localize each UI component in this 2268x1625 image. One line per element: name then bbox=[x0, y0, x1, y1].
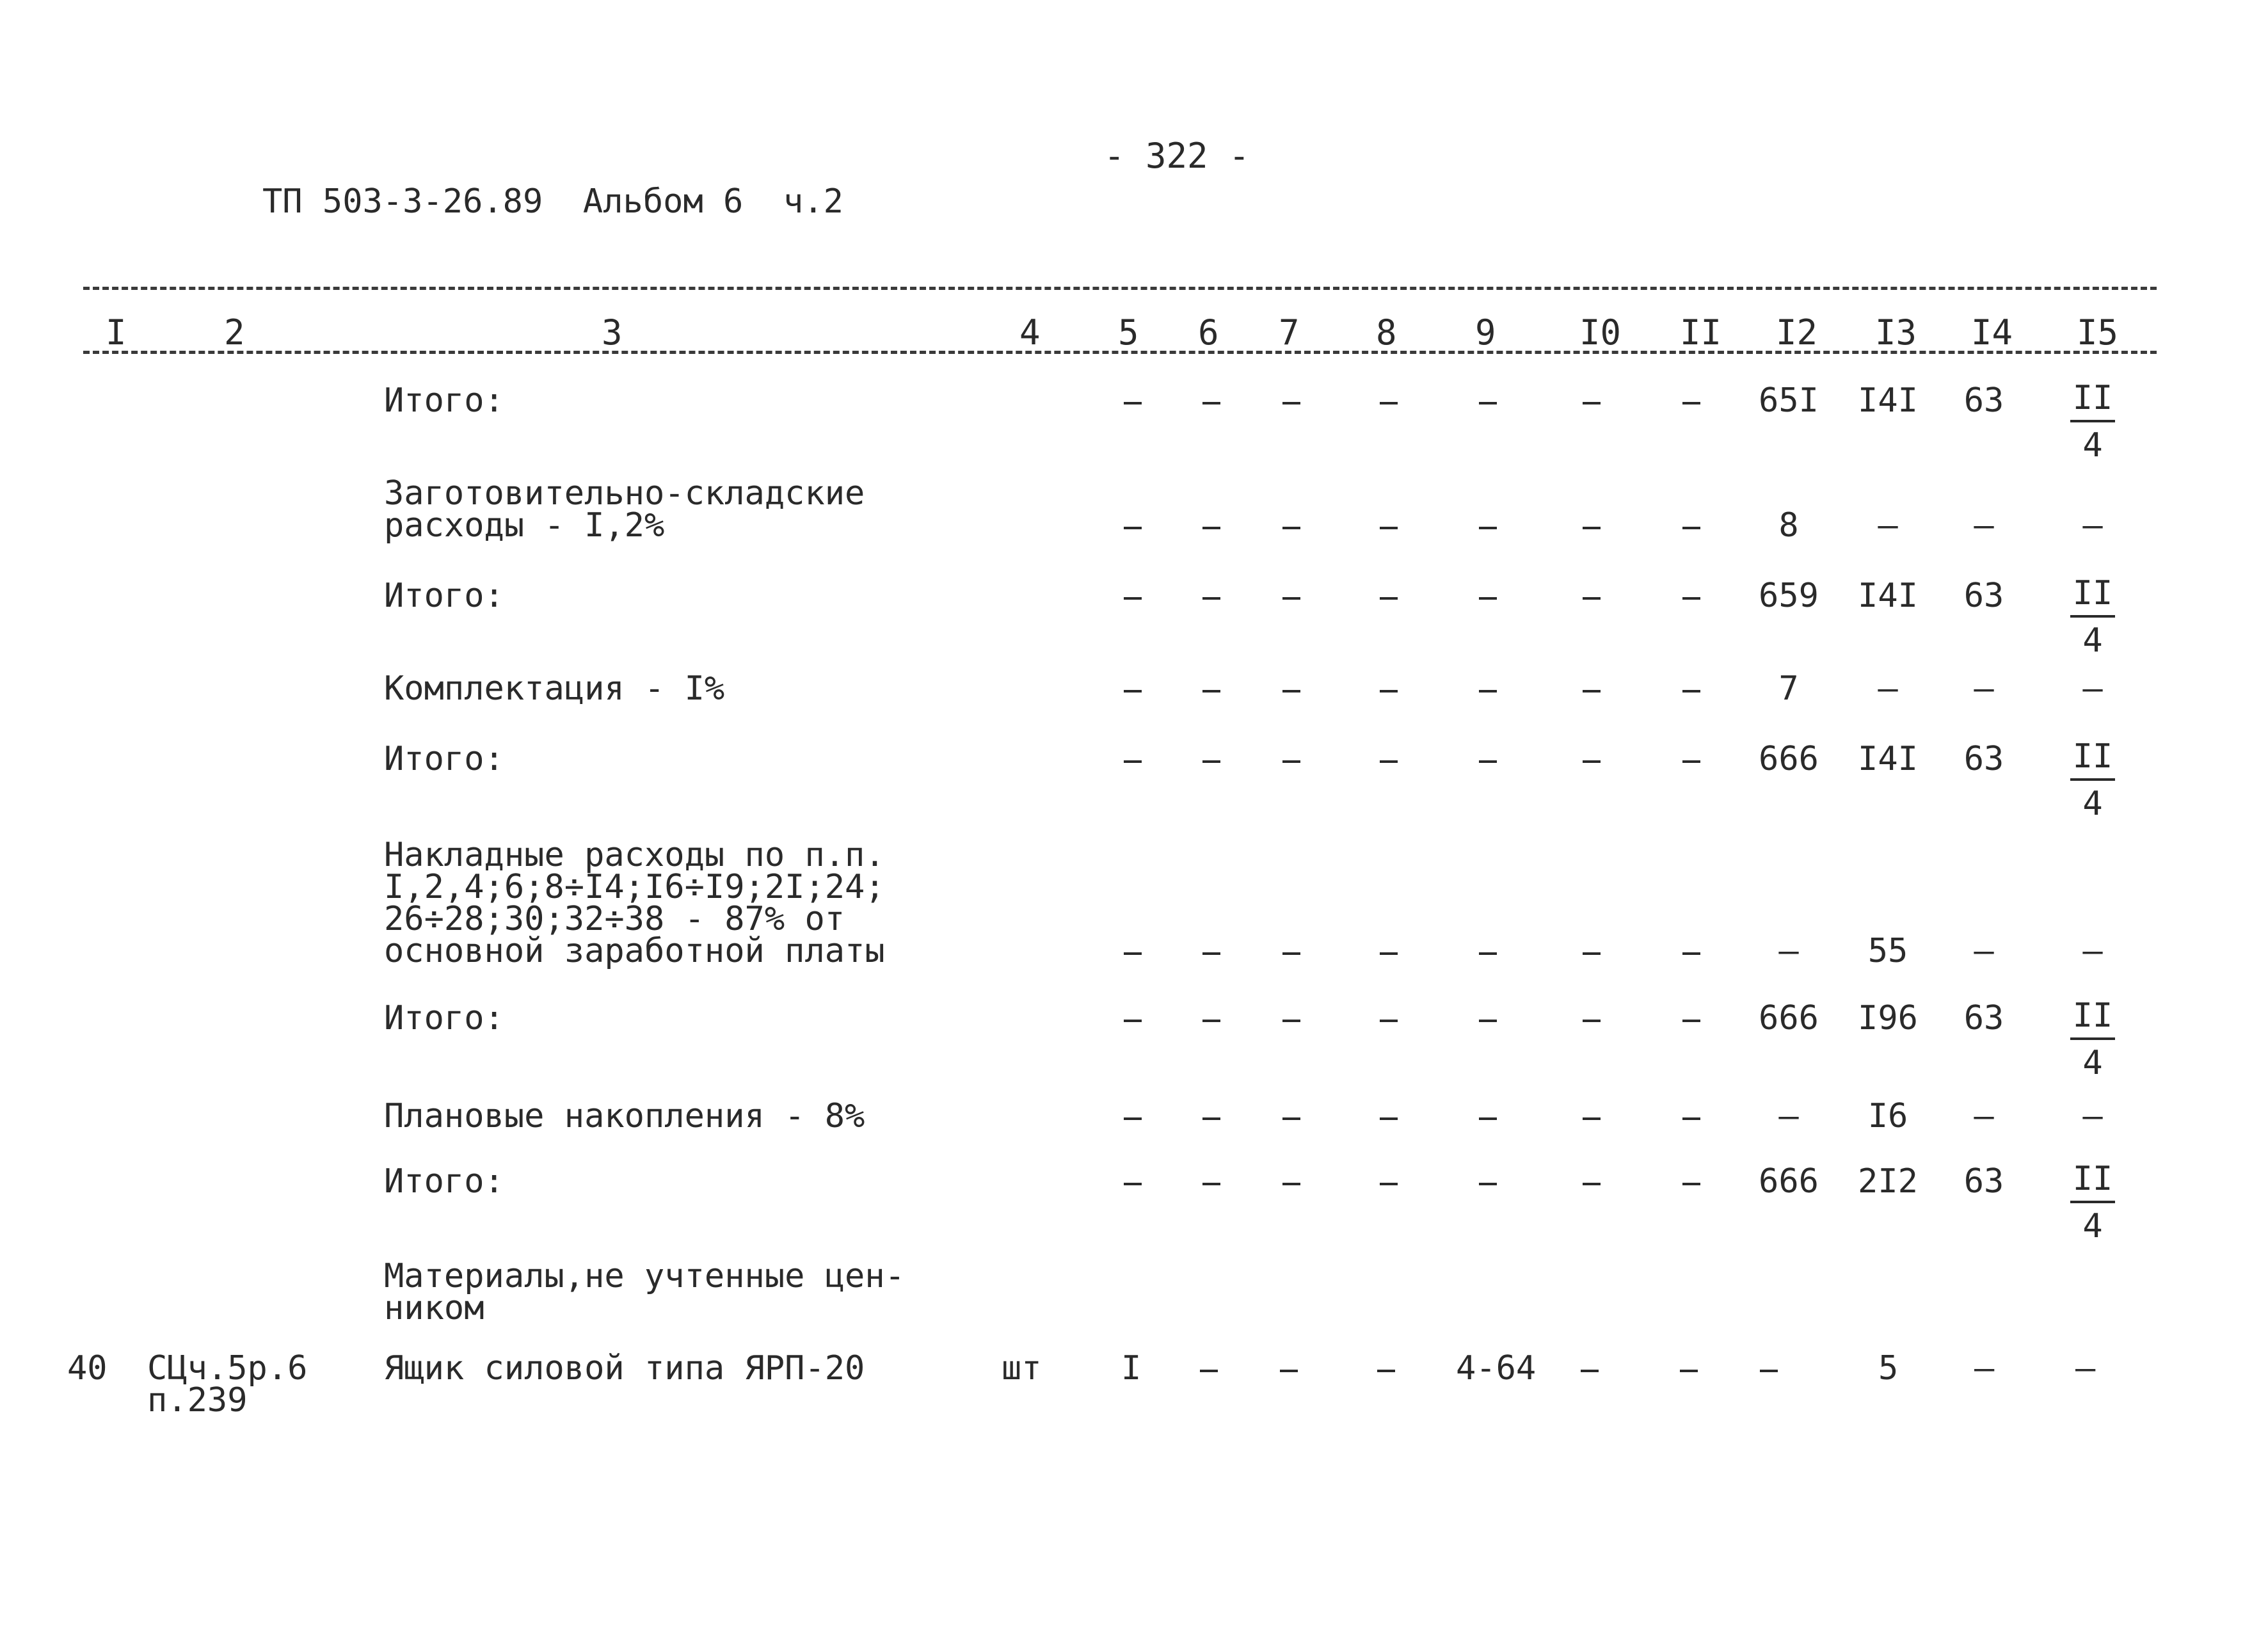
empty-cell-dash bbox=[1583, 527, 1601, 529]
empty-cell-dash bbox=[1682, 1117, 1700, 1120]
value-cell-c14: 63 bbox=[1963, 381, 2004, 420]
fraction-cell-c15 bbox=[2070, 1161, 2115, 1244]
value-cell-c14: 63 bbox=[1963, 740, 2004, 778]
empty-cell-dash bbox=[1583, 690, 1601, 692]
empty-cell-dash bbox=[1202, 1117, 1220, 1120]
column-header-2: 2 bbox=[224, 312, 245, 353]
value-cell-c12: 666 bbox=[1759, 1162, 1819, 1201]
value-cell-c15: – bbox=[2082, 506, 2103, 545]
value-cell-c13: I4I bbox=[1858, 740, 1918, 778]
empty-cell-dash bbox=[1202, 1183, 1220, 1185]
empty-cell-dash bbox=[1583, 597, 1601, 600]
row-label: Итого: bbox=[384, 577, 504, 615]
value-cell-c13: I4I bbox=[1858, 577, 1918, 615]
value-cell-c13: 55 bbox=[1867, 932, 1908, 970]
column-header-10: I0 bbox=[1579, 312, 1622, 353]
empty-cell-dash bbox=[1282, 690, 1300, 692]
column-header-7: 7 bbox=[1279, 312, 1300, 353]
fraction-denominator: 4 bbox=[2082, 621, 2103, 660]
empty-cell-dash bbox=[1282, 1020, 1300, 1022]
fraction-numerator: II bbox=[2070, 1161, 2115, 1203]
item-col14: – bbox=[1974, 1349, 1995, 1388]
empty-cell-dash bbox=[1124, 1183, 1142, 1185]
empty-cell-dash bbox=[1380, 760, 1398, 763]
section-note-line-2: ником bbox=[384, 1289, 484, 1327]
empty-cell-dash bbox=[1282, 952, 1300, 955]
value-cell-c14: 63 bbox=[1963, 577, 2004, 615]
value-cell-c12: 666 bbox=[1759, 999, 1819, 1037]
empty-cell-dash bbox=[1380, 527, 1398, 529]
empty-cell-dash bbox=[1479, 760, 1497, 763]
item-col12-dash bbox=[1760, 1370, 1778, 1372]
fraction-numerator: II bbox=[2070, 998, 2115, 1040]
row-label: Накладные расходы по п.п. bbox=[384, 836, 885, 874]
column-header-1: I bbox=[106, 312, 127, 353]
fraction-cell-c15 bbox=[2070, 380, 2115, 463]
column-header-12: I2 bbox=[1776, 312, 1818, 353]
empty-cell-dash bbox=[1479, 1117, 1497, 1120]
item-ref-line-1: СЦч.5р.6 bbox=[147, 1349, 308, 1388]
document-code: ТП 503-3-26.89 Альбом 6 ч.2 bbox=[262, 182, 843, 221]
value-cell-c14: 63 bbox=[1963, 999, 2004, 1037]
empty-cell-dash bbox=[1282, 760, 1300, 763]
fraction-cell-c15 bbox=[2070, 739, 2115, 822]
fraction-denominator: 4 bbox=[2082, 1044, 2103, 1082]
value-cell-c12: – bbox=[1778, 932, 1799, 970]
row-label: Заготовительно-складские bbox=[384, 474, 865, 513]
empty-cell-dash bbox=[1380, 1117, 1398, 1120]
empty-cell-dash bbox=[1202, 690, 1220, 692]
item-ref-line-2: п.239 bbox=[147, 1381, 248, 1420]
empty-cell-dash bbox=[1583, 402, 1601, 404]
value-cell-c12: 8 bbox=[1778, 506, 1799, 545]
empty-cell-dash bbox=[1479, 952, 1497, 955]
value-cell-c13: I96 bbox=[1858, 999, 1918, 1037]
empty-cell-dash bbox=[1682, 690, 1700, 692]
fraction-numerator: II bbox=[2070, 380, 2115, 422]
fraction-denominator: 4 bbox=[2082, 426, 2103, 465]
value-cell-c12: 7 bbox=[1778, 669, 1799, 708]
empty-cell-dash bbox=[1380, 952, 1398, 955]
empty-cell-dash bbox=[1202, 402, 1220, 404]
empty-cell-dash bbox=[1380, 1183, 1398, 1185]
empty-cell-dash bbox=[1479, 597, 1497, 600]
item-unit: шт bbox=[1002, 1349, 1042, 1388]
item-col15: – bbox=[2075, 1349, 2096, 1388]
column-header-5: 5 bbox=[1118, 312, 1139, 353]
empty-cell-dash bbox=[1682, 952, 1700, 955]
empty-cell-dash bbox=[1380, 1020, 1398, 1022]
column-header-4: 4 bbox=[1019, 312, 1041, 353]
value-cell-c12: 65I bbox=[1759, 381, 1819, 420]
column-header-14: I4 bbox=[1971, 312, 2013, 353]
empty-cell-dash bbox=[1583, 1117, 1601, 1120]
value-cell-c13: – bbox=[1878, 506, 1898, 545]
item-col13: 5 bbox=[1878, 1349, 1899, 1388]
empty-cell-dash bbox=[1583, 1183, 1601, 1185]
value-cell-c14: – bbox=[1974, 669, 1994, 708]
row-label: 26÷28;30;32÷38 - 87% от bbox=[384, 900, 845, 938]
column-header-3: 3 bbox=[602, 312, 623, 353]
row-label: Плановые накопления - 8% bbox=[384, 1097, 865, 1135]
row-label: Итого: bbox=[384, 381, 504, 420]
empty-cell-dash bbox=[1380, 597, 1398, 600]
empty-cell-dash bbox=[1682, 1020, 1700, 1022]
item-col9: 4-64 bbox=[1456, 1349, 1537, 1388]
empty-cell-dash bbox=[1282, 1183, 1300, 1185]
item-col5: I bbox=[1121, 1349, 1142, 1388]
value-cell-c12: – bbox=[1778, 1097, 1799, 1135]
empty-cell-dash bbox=[1583, 1020, 1601, 1022]
empty-cell-dash bbox=[1682, 1183, 1700, 1185]
empty-cell-dash bbox=[1479, 1183, 1497, 1185]
row-label: основной заработной платы bbox=[384, 932, 885, 970]
value-cell-c14: 63 bbox=[1963, 1162, 2004, 1201]
empty-cell-dash bbox=[1479, 690, 1497, 692]
value-cell-c14: – bbox=[1974, 1097, 1994, 1135]
row-label: Итого: bbox=[384, 1162, 504, 1201]
item-col10-dash bbox=[1581, 1370, 1599, 1372]
row-label: Комплектация - I% bbox=[384, 669, 725, 708]
fraction-cell-c15 bbox=[2070, 575, 2115, 659]
empty-cell-dash bbox=[1682, 402, 1700, 404]
column-header-13: I3 bbox=[1875, 312, 1917, 353]
value-cell-c13: I4I bbox=[1858, 381, 1918, 420]
item-col8-dash bbox=[1377, 1370, 1395, 1372]
empty-cell-dash bbox=[1682, 527, 1700, 529]
value-cell-c15: – bbox=[2082, 669, 2103, 708]
item-col7-dash bbox=[1280, 1370, 1298, 1372]
row-label: расходы - I,2% bbox=[384, 506, 665, 545]
empty-cell-dash bbox=[1124, 527, 1142, 529]
value-cell-c15: – bbox=[2082, 932, 2103, 970]
column-header-8: 8 bbox=[1376, 312, 1397, 353]
empty-cell-dash bbox=[1682, 760, 1700, 763]
value-cell-c15: – bbox=[2082, 1097, 2103, 1135]
item-col6-dash bbox=[1200, 1370, 1218, 1372]
value-cell-c12: 659 bbox=[1759, 577, 1819, 615]
column-header-9: 9 bbox=[1475, 312, 1496, 353]
value-cell-c13: – bbox=[1878, 669, 1898, 708]
fraction-denominator: 4 bbox=[2082, 1207, 2103, 1245]
fraction-numerator: II bbox=[2070, 575, 2115, 618]
empty-cell-dash bbox=[1282, 402, 1300, 404]
row-label: I,2,4;6;8÷I4;I6÷I9;2I;24; bbox=[384, 868, 885, 906]
value-cell-c14: – bbox=[1974, 932, 1994, 970]
empty-cell-dash bbox=[1583, 952, 1601, 955]
empty-cell-dash bbox=[1583, 760, 1601, 763]
column-header-11: II bbox=[1680, 312, 1722, 353]
value-cell-c12: 666 bbox=[1759, 740, 1819, 778]
empty-cell-dash bbox=[1380, 690, 1398, 692]
empty-cell-dash bbox=[1124, 1020, 1142, 1022]
empty-cell-dash bbox=[1682, 597, 1700, 600]
column-header-6: 6 bbox=[1198, 312, 1219, 353]
empty-cell-dash bbox=[1202, 760, 1220, 763]
table-top-rule bbox=[83, 287, 2157, 290]
section-note-line-1: Материалы,не учтенные цен- bbox=[384, 1257, 905, 1295]
row-label: Итого: bbox=[384, 999, 504, 1037]
item-number: 40 bbox=[67, 1349, 108, 1388]
row-label: Итого: bbox=[384, 740, 504, 778]
column-header-15: I5 bbox=[2077, 312, 2119, 353]
value-cell-c13: I6 bbox=[1867, 1097, 1908, 1135]
item-name: Ящик силовой типа ЯРП-20 bbox=[384, 1349, 865, 1388]
value-cell-c13: 2I2 bbox=[1858, 1162, 1918, 1201]
fraction-cell-c15 bbox=[2070, 998, 2115, 1081]
empty-cell-dash bbox=[1124, 952, 1142, 955]
empty-cell-dash bbox=[1124, 597, 1142, 600]
value-cell-c14: – bbox=[1974, 506, 1994, 545]
fraction-denominator: 4 bbox=[2082, 785, 2103, 823]
empty-cell-dash bbox=[1282, 597, 1300, 600]
empty-cell-dash bbox=[1124, 760, 1142, 763]
empty-cell-dash bbox=[1479, 527, 1497, 529]
empty-cell-dash bbox=[1479, 1020, 1497, 1022]
empty-cell-dash bbox=[1202, 527, 1220, 529]
page-number: - 322 - bbox=[1104, 136, 1250, 176]
empty-cell-dash bbox=[1380, 402, 1398, 404]
empty-cell-dash bbox=[1202, 597, 1220, 600]
empty-cell-dash bbox=[1124, 1117, 1142, 1120]
empty-cell-dash bbox=[1479, 402, 1497, 404]
fraction-numerator: II bbox=[2070, 739, 2115, 781]
empty-cell-dash bbox=[1202, 952, 1220, 955]
empty-cell-dash bbox=[1282, 1117, 1300, 1120]
empty-cell-dash bbox=[1124, 402, 1142, 404]
item-col11-dash bbox=[1680, 1370, 1698, 1372]
empty-cell-dash bbox=[1202, 1020, 1220, 1022]
empty-cell-dash bbox=[1124, 690, 1142, 692]
empty-cell-dash bbox=[1282, 527, 1300, 529]
